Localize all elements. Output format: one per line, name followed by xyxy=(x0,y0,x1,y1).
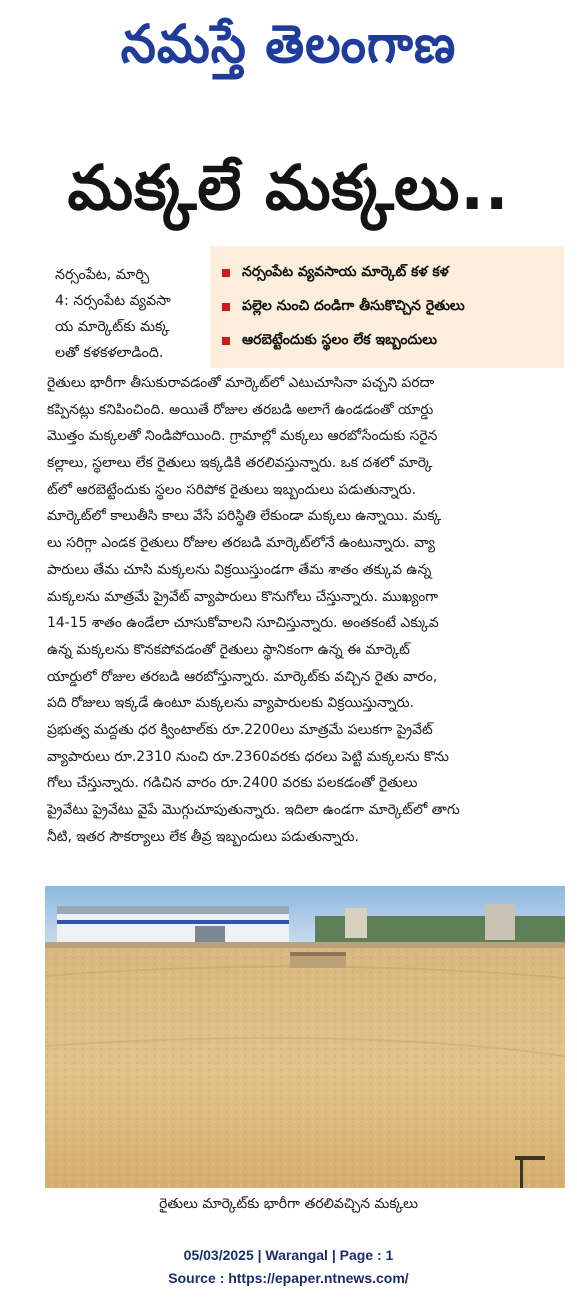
body-line: మార్కెట్‌లో కాలుతీసి కాలు వేసే పరిస్థితి లేకుండా మక్కలు ఉన్నాయి. మక్క xyxy=(47,508,442,525)
article-intro xyxy=(55,262,205,366)
body-line: ట్‌లో ఆరబెట్టేందుకు స్థలం సరిపోక రైతులు ఇబ్బందులు పడుతున్నారు. xyxy=(47,481,416,498)
body-line: ప్రభుత్వ మద్దతు ధర క్వింటాల్‌కు రూ.2200లు మాత్రమే పలుకగా ప్రైవేట్ xyxy=(47,721,433,738)
body-line: కప్పినట్లు కనిపించింది. అయితే రోజుల తరబడి అలాగే ఉండడంతో యార్డు xyxy=(47,401,434,418)
photo-caption: రైతులు మార్కెట్‌కు భారీగా తరలివచ్చిన మక్కలు xyxy=(159,1196,418,1212)
body-line: 14-15 శాతం ఉండేలా చూసుకోవాలని సూచిస్తున్నారు. అంతకంటే ఎక్కువ xyxy=(47,615,439,632)
highlight-text: ఆరబెట్టేందుకు స్థలం లేక ఇబ్బందులు xyxy=(242,331,437,348)
body-line: ప్రైవేటు ప్రైవేటు వైపే మొగ్గుచూపుతున్నారు. ఇదిలా ఉండగా మార్కెట్‌లో తాగు xyxy=(47,802,460,818)
body-line: వ్యాపారులు రూ.2310 నుంచి రూ.2360వరకు ధరలు పెట్టి మక్కలను కొను xyxy=(47,748,449,765)
body-line: కల్లాలు, స్థలాలు లేక రైతులు ఇక్కడికి తరలివస్తున్నారు. ఒక దశలో మార్కె xyxy=(47,455,433,472)
body-line: గోలు చేస్తున్నారు. గడిచిన వారం రూ.2400 వరకు పలకడంతో రైతులు xyxy=(47,775,418,792)
square-bullet-icon xyxy=(222,303,230,311)
square-bullet-icon xyxy=(222,337,230,345)
masthead xyxy=(0,0,577,90)
body-line: మొత్తం మక్కలతో నిండిపోయింది. గ్రామాల్లో మక్కలు ఆరబోసేందుకు సరైన xyxy=(47,428,438,445)
article-headline: మక్కలే మక్కలు.. xyxy=(67,151,510,224)
intro-line: నర్సంపేట, మార్చి xyxy=(55,267,150,283)
highlight-item xyxy=(222,256,556,290)
body-line: యార్డులో రోజుల తరబడి ఆరబోస్తున్నారు. మార్కెట్‌కు వచ్చిన రైతు వారం, xyxy=(47,668,438,685)
market-yard-image xyxy=(45,886,565,1188)
intro-line: 4: నర్సంపేట వ్యవసా xyxy=(55,293,171,309)
body-line: రైతులు భారీగా తీసుకురావడంతో మార్కెట్‌లో ఎటుచూసినా పచ్చని పరదా xyxy=(47,375,435,391)
body-line: లు సరిగ్గా ఎండక రైతులు రోజుల తరబడి మార్కెట్‌లోనే ఉంటున్నారు. వ్యా xyxy=(47,535,436,552)
article-body xyxy=(47,370,567,850)
edition-info: 05/03/2025 | Warangal | Page : 1 xyxy=(183,1247,394,1263)
intro-line: లతో కళకళలాడింది. xyxy=(55,345,164,361)
market-photo xyxy=(45,886,565,1188)
square-bullet-icon xyxy=(222,269,230,277)
body-line: నీటి, ఇతర సౌకర్యాలు లేక తీవ్ర ఇబ్బందులు పడుతున్నారు. xyxy=(47,828,359,845)
intro-line: య మార్కెట్‌కు మక్క xyxy=(55,319,170,335)
highlight-item xyxy=(222,324,556,358)
body-line: పది రోజులు ఇక్కడే ఉంటూ మక్కలను వ్యాపారులకు విక్రయిస్తున్నారు. xyxy=(47,695,414,712)
body-line: ఉన్న మక్కలను కొనకపోవడంతో రైతులు స్థానికంగా ఉన్న ఈ మార్కెట్ xyxy=(47,641,410,658)
source-link[interactable]: Source : https://epaper.ntnews.com/ xyxy=(168,1270,409,1286)
footer xyxy=(0,1244,577,1290)
highlight-text: నర్సంపేట వ్యవసాయ మార్కెట్ కళ కళ xyxy=(242,263,449,280)
body-line: మక్కలను మాత్రమే ప్రైవేట్ వ్యాపారులు కొనుగోలు చేస్తున్నారు. ముఖ్యంగా xyxy=(47,588,439,605)
highlights-box xyxy=(210,246,564,368)
body-line: పారులు తేమ చూసి మక్కలను విక్రయిస్తుండగా తేమ శాతం తక్కువ ఉన్న xyxy=(47,561,432,578)
highlight-item xyxy=(222,290,556,324)
highlight-text: పల్లెల నుంచి దండిగా తీసుకొచ్చిన రైతులు xyxy=(242,297,465,314)
newspaper-logo: నమస్తే తెలంగాణ xyxy=(120,13,457,75)
